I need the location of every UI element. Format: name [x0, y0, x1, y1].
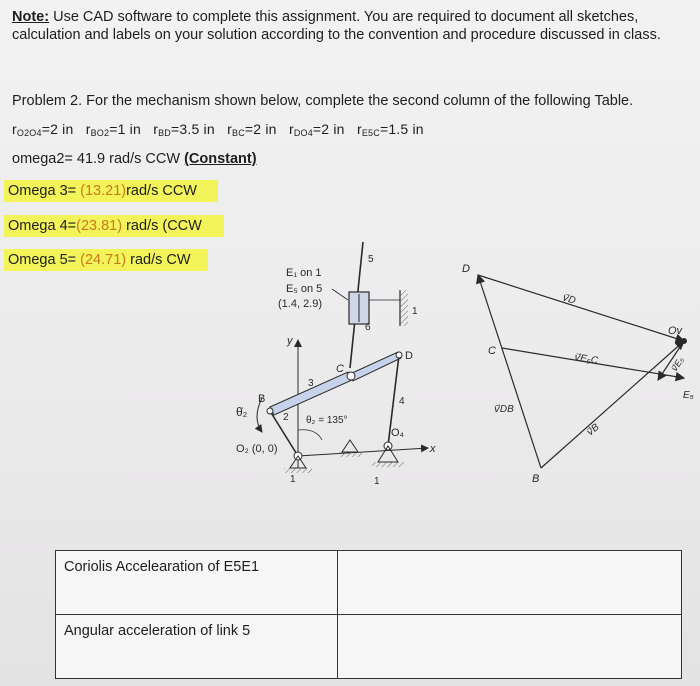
- velocity-polygon: [478, 275, 687, 468]
- omega4-value: (23.81): [76, 218, 123, 234]
- poly-label-vd: v⃗D: [561, 292, 577, 307]
- ground-pivot-c: [338, 440, 362, 457]
- answer-cell-angular-accel[interactable]: [338, 615, 682, 679]
- omega3-highlight: Omega 3= (13.21)rad/s CCW: [4, 180, 218, 202]
- radius-bo2: $r_{BO2}=1$ in: [85, 121, 141, 138]
- poly-label-ve5c: v⃗E₅C: [573, 352, 599, 367]
- row-label-angular-accel: Angular acceleration of link 5: [56, 615, 338, 679]
- label-e5: E₅ on 5: [286, 283, 323, 295]
- label-link-2: 2: [283, 412, 289, 423]
- label-y-axis: y: [287, 335, 293, 347]
- radius-do4: $r_{DO4}=2$ in: [288, 121, 345, 138]
- row-label-coriolis: Coriolis Accelearation of E5E1: [56, 551, 338, 615]
- label-theta2-value: θ₂ = 135°: [306, 415, 348, 426]
- label-o4: O₄: [391, 427, 405, 439]
- table-row: [56, 615, 682, 679]
- note-text: Use CAD software to complete this assignment. You are required to document all sketches, calculation and labels on your solution according to the convention and procedure discussed in class.: [12, 9, 661, 43]
- label-link-4: 4: [399, 396, 405, 407]
- label-x-axis: x: [430, 443, 436, 455]
- label-o2: O₂ (0, 0): [236, 443, 278, 455]
- omega2-line: omega2= 41.9 rad/s CCW (Constant): [12, 151, 257, 167]
- label-link-6: 6: [365, 322, 371, 333]
- label-c: C: [336, 363, 344, 375]
- radius-bc: $r_{BC}=2$ in: [227, 121, 277, 138]
- poly-label-b: B: [532, 473, 540, 485]
- radius-e5c: $r_{E5C}=1.5$ in: [356, 121, 424, 138]
- label-e1: E₁ on 1: [286, 267, 322, 279]
- omega3-value: (13.21): [80, 183, 127, 199]
- constant-label: (Constant): [184, 151, 257, 167]
- poly-label-vb: v⃗B: [584, 421, 602, 439]
- answer-table: [55, 550, 682, 679]
- omega5-highlight: Omega 5= (24.71) rad/s CW: [4, 249, 208, 271]
- poly-label-e5: E₅: [683, 390, 694, 401]
- problem-statement: Problem 2. For the mechanism shown below, complete the second column of the following Table.: [12, 93, 634, 109]
- label-e-coords: (1.4, 2.9): [278, 298, 323, 310]
- label-ground-1a: 1: [412, 306, 418, 317]
- poly-label-ov: Ov: [668, 325, 683, 337]
- poly-label-ve5: v⃗E₅: [669, 355, 686, 374]
- label-theta2-dot: θ̇₂: [236, 405, 248, 419]
- radius-o2o4: $r_{O2O4}=2$ in: [12, 121, 74, 138]
- label-link-3: 3: [308, 378, 314, 389]
- note-label: Note:: [12, 9, 50, 25]
- ground-pivot-o4: [372, 442, 404, 467]
- label-d: D: [405, 350, 413, 362]
- poly-label-vdb: v⃗DB: [494, 404, 514, 415]
- table-row: [56, 551, 682, 615]
- link-3-extension: [350, 352, 401, 381]
- poly-label-d: D: [462, 263, 470, 275]
- x-axis: [298, 448, 428, 456]
- omega5-value: (24.71): [80, 252, 127, 268]
- label-ground-1b: 1: [290, 474, 296, 485]
- label-ground-1c: 1: [374, 476, 380, 487]
- label-b: B: [258, 393, 266, 405]
- answer-cell-coriolis[interactable]: [338, 551, 682, 615]
- omega4-highlight: Omega 4=(23.81) rad/s (CCW: [4, 215, 224, 237]
- poly-label-c: C: [488, 345, 496, 357]
- radius-bd: $r_{BD}=3.5$ in: [153, 121, 215, 138]
- label-link-5: 5: [368, 254, 374, 265]
